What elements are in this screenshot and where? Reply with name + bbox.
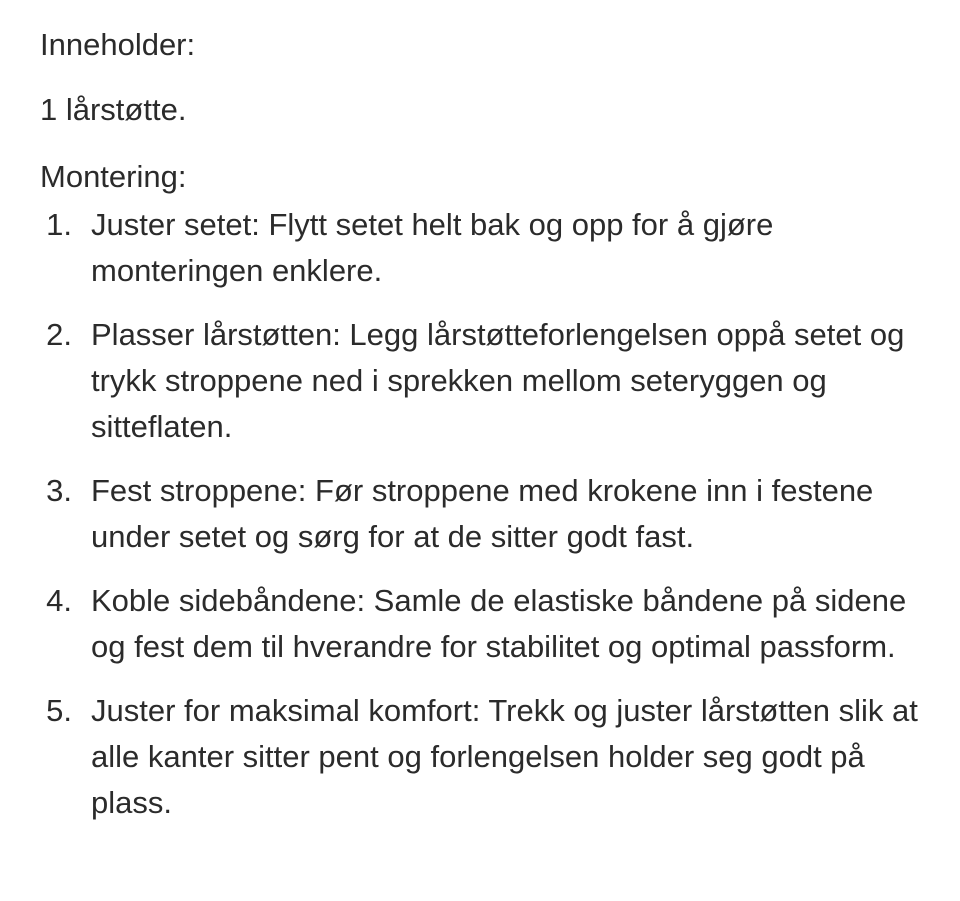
contents-value: 1 lårstøtte. [40,92,187,127]
step-number: 3. [46,473,72,508]
step-item [40,578,920,670]
contents-heading: Inneholder: [40,27,196,62]
step-item [40,202,920,294]
step-number: 2. [46,317,72,352]
step-text: Koble sidebåndene: Samle de elastiske båndene på sidene og fest dem til hverandre for stabilitet og optimal passform. [91,583,907,664]
step-text: Fest stroppene: Før stroppene med krokene inn i festene under setet og sørg for at de sitter godt fast. [91,473,874,554]
step-number: 5. [46,693,72,728]
step-text: Juster for maksimal komfort: Trekk og juster lårstøtten slik at alle kanter sitter pent og forlengelsen holder seg godt på plass. [91,693,918,820]
step-item [40,312,920,450]
step-number: 4. [46,583,72,618]
step-number: 1. [46,207,72,242]
mounting-steps-list [40,202,920,826]
step-text: Juster setet: Flytt setet helt bak og opp for å gjøre monteringen enklere. [91,207,774,288]
mounting-heading: Montering: [40,159,187,194]
step-item [40,688,920,826]
step-item [40,468,920,560]
step-text: Plasser lårstøtten: Legg lårstøtteforlengelsen oppå setet og trykk stroppene ned i sprekken mellom seteryggen og sitteflaten. [91,317,905,444]
